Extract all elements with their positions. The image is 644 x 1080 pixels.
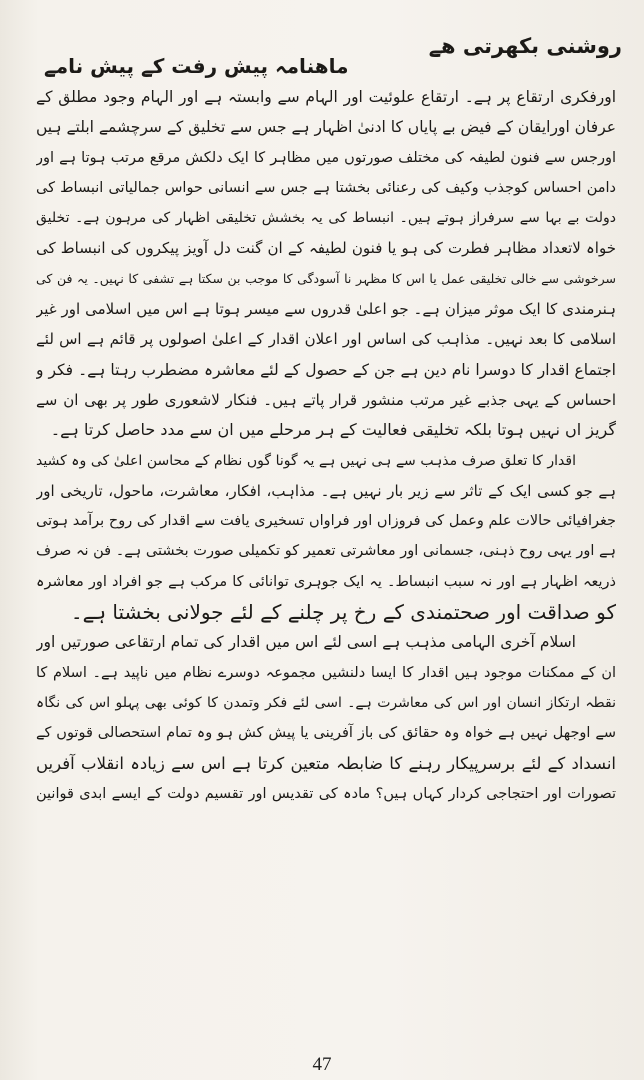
running-header bbox=[44, 30, 622, 86]
text-line: احساس کے یہی جذبے غیر مرتب منشور قرار پاتے ہیں۔ فنکار لاشعوری طور پر بھی ان سے bbox=[36, 390, 616, 409]
text-line: دامن احساس کوجذب وکیف کی رعنائی بخشتا ہے جس سے انسانی حواس جمالیاتی انبساط کی bbox=[36, 179, 616, 196]
text-line: اورفکری ارتقاع پر ہے۔ ارتقاع علوئیت اور الہام سے وابستہ ہے اور الہام وجود مطلق کے bbox=[36, 88, 616, 106]
text-line: گریز اں نہیں ہوتا بلکہ تخلیقی فعالیت کے ہر مرحلے میں ان سے مدد حاصل کرتا ہے۔ bbox=[50, 420, 616, 440]
journal-title: ماھنامہ پیش رفت کے پیش نامے bbox=[44, 54, 349, 78]
text-line: کو صداقت اور صحتمندی کے رخ پر چلنے کے لئے جولانی بخشتا ہے۔ bbox=[70, 600, 616, 625]
text-line: اورجس سے فنون لطیفہ کی مختلف صورتوں میں مظاہر کا ایک دلکش مرقع مرتب ہوتا ہے اور bbox=[36, 149, 616, 166]
text-line: نقطہ ارتکاز انسان اور اس کی معاشرت ہے۔ اسی لئے فکر وتمدن کا کوئی بھی پہلو اس کی نگاہ bbox=[36, 694, 616, 711]
text-line: ہے جو کسی ایک کے تاثر سے زیر بار نہیں ہے۔ مذاہب، افکار، معاشرت، ماحول، تاریخی اور bbox=[36, 481, 616, 500]
text-line: اسلامی کا بعد نہیں۔ مذاہب کی اساس اور اعلان اقدار کے اعلیٰ اصولوں پر قائم ہے اس لئے bbox=[36, 330, 616, 349]
text-line: اجتماع اقدار کا دوسرا نام دین ہے جن کے حصول کے لئے معاشرہ مضطرب رہتا ہے۔ فکر و bbox=[36, 360, 616, 379]
text-line: تصورات اور احتجاجی کردار کہاں ہیں؟ مادہ کی تقدیس اور تقسیم دولت کے ایسے ابدی قوانین bbox=[36, 785, 616, 802]
text-line: ہے اور یہی روح ذہنی، جسمانی اور معاشرتی تعمیر کو تکمیلی صورت بخشتی ہے۔ فن نہ صرف bbox=[36, 543, 616, 560]
text-line: خواہ لاتعداد مظاہر فطرت کی ہو یا فنون لطیفہ کے ان گنت دل آویز پیکروں کی انبساط کی bbox=[36, 239, 616, 258]
text-line: جغرافیائی حالات علم وعمل کی فروزاں اور فراواں تسخیری یافت سے اقدار کی روح برآمد ہوتی bbox=[36, 513, 616, 530]
text-line: ان کے ممکنات موجود ہیں اقدار کا ایسا دلنشیں مجموعہ دوسرے نظام میں ناپید ہے۔ اسلام کا bbox=[36, 664, 616, 681]
body-text bbox=[36, 82, 616, 809]
text-line: اقدار کا تعلق صرف مذہب سے ہی نہیں ہے یہ گونا گوں نظام کے محاسن اعلیٰ کی وہ کشید bbox=[36, 452, 576, 469]
text-line: سرخوشی سے خالی تخلیقی عمل یا اس کا مظہر نا آسودگی کا موجب بن سکتا ہے تشفی کا نہیں۔ یہ فن کی bbox=[36, 270, 616, 286]
text-line: ہنرمندی کا ایک موثر میزان ہے۔ جو اعلیٰ قدروں سے میسر ہوتا ہے اس میں اسلامی اور غیر bbox=[36, 300, 616, 319]
text-line: اسلام آخری الہامی مذہب ہے اسی لئے اس میں اقدار کی تمام ارتقاعی صورتیں اور bbox=[36, 633, 576, 652]
text-line: دولت بے بہا سے سرفراز ہوتے ہیں۔ انبساط کی یہ بخشش تخلیقی اظہار کی مرہون ہے۔ تخلیق bbox=[36, 210, 616, 227]
section-title: روشنی بکھرتی ھے bbox=[428, 34, 622, 58]
text-line: انسداد کے لئے برسرپیکار رہنے کا ضابطہ متعین کرتا ہے اس سے زیادہ انقلاب آفریں bbox=[36, 753, 616, 773]
page-number: 47 bbox=[312, 1054, 332, 1075]
text-line: سے اوجھل نہیں ہے خواہ وہ حقائق کی باز آفرینی یا پیش کش ہو وہ تمام استحصالی قوتوں کے bbox=[36, 725, 616, 742]
text-line: ذریعہ اظہار ہے اور نہ سبب انبساط۔ یہ ایک جوہری توانائی کا مرکب ہے جو افراد اور معاشرہ bbox=[36, 573, 616, 590]
text-line: عرفان اورایقان کے فیض بے پایاں کا ادنیٰ اظہار ہے جس سے تخلیق کے سرچشمے ابلتے ہیں bbox=[36, 118, 616, 137]
